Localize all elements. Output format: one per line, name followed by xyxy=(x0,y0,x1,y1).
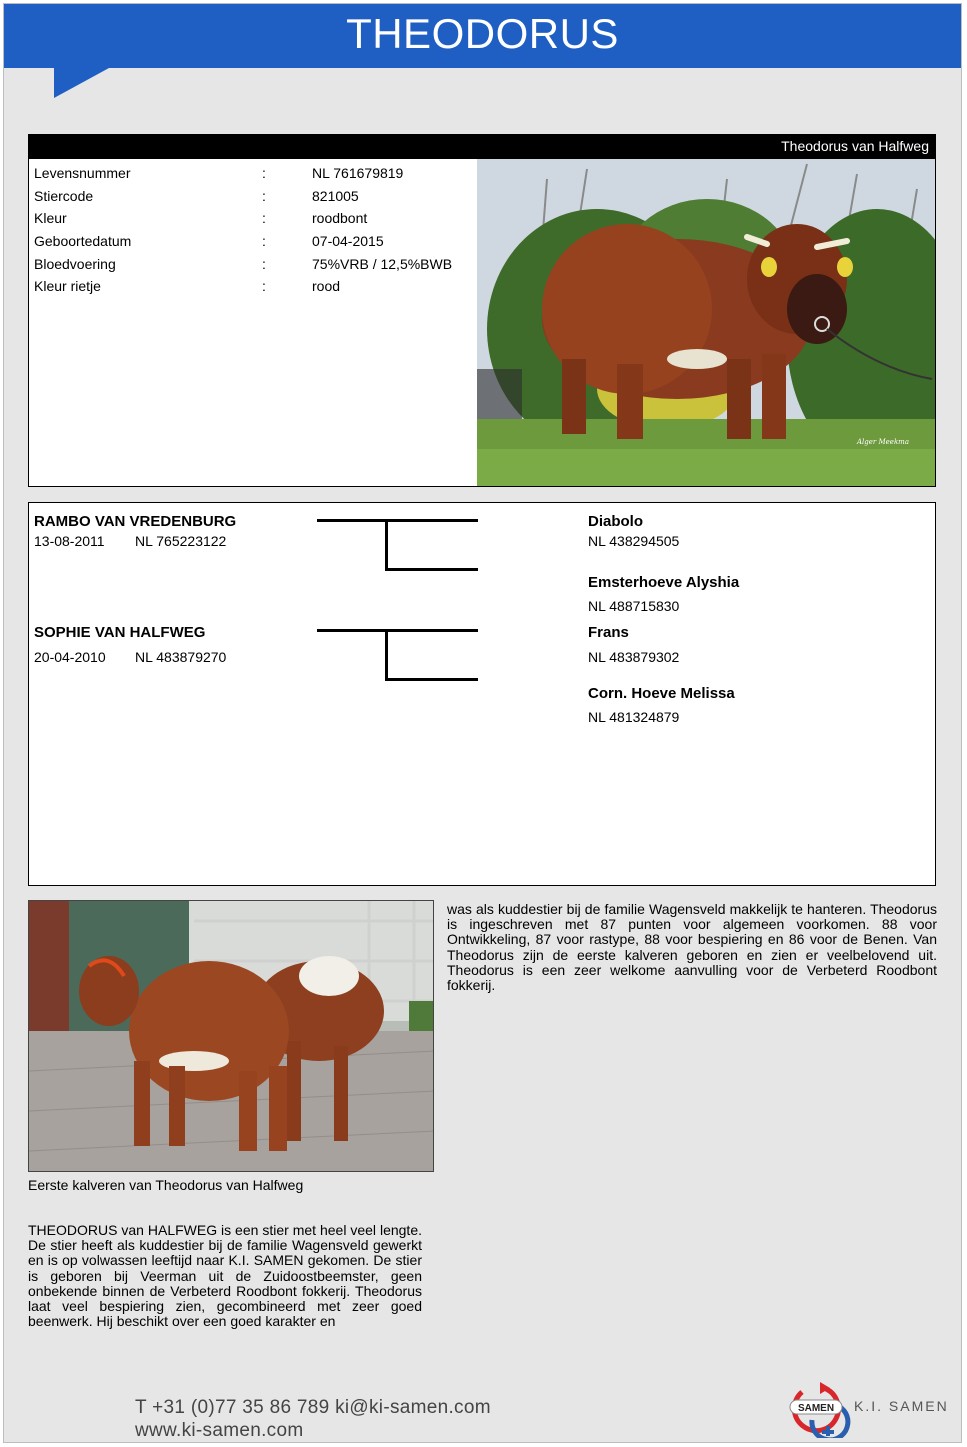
info-value: roodbont xyxy=(312,210,368,227)
dam-dam-name: Corn. Hoeve Melissa xyxy=(588,685,735,702)
dam-number: NL 483879270 xyxy=(135,649,227,665)
info-value: rood xyxy=(312,278,341,295)
sire-sire-name: Diabolo xyxy=(588,513,643,530)
info-label: Kleur xyxy=(34,210,67,227)
page xyxy=(3,3,962,1443)
calves-photo xyxy=(28,900,434,1172)
info-separator: : xyxy=(262,187,266,204)
sire-birthdate: 13-08-2011 xyxy=(34,533,105,549)
info-row xyxy=(34,233,474,256)
pedigree-panel xyxy=(28,502,936,886)
photo-credit: Alger Meekma xyxy=(857,438,909,446)
dam-birthdate: 20-04-2010 xyxy=(34,649,106,665)
bull-photo xyxy=(477,159,935,486)
info-label: Bloedvoering xyxy=(34,255,116,272)
info-separator: : xyxy=(262,233,266,250)
info-value: NL 761679819 xyxy=(312,165,404,181)
info-separator: : xyxy=(262,255,266,272)
pedigree-line xyxy=(385,519,388,571)
description-text-left: THEODORUS van HALFWEG is een stier met heel veel lengte. De stier heeft als kuddestier bij de familie Wagensveld gewerkt en is op volwassen leeftijd naar K.I. SAMEN gekomen. De stier is geboren bij Veerman uit de Zuidoostbeemster, geen onbekende binnen de Verbeterd Roodbont fokkerij. Theodorus laat veel bespiering zien, gecombineerd met zeer goed beenwerk. Hij beschikt over een goed karakter en xyxy=(28,1222,422,1330)
ki-samen-logo-icon xyxy=(782,1374,862,1438)
contact-phone-email: T +31 (0)77 35 86 789 ki@ki-samen.com xyxy=(135,1397,491,1418)
info-label: Geboortedatum xyxy=(34,233,132,250)
info-row xyxy=(34,165,474,188)
pedigree-line xyxy=(385,568,478,571)
info-row xyxy=(34,256,474,279)
description-text-right: was als kuddestier bij de familie Wagensveld makkelijk te hanteren. Theodorus is ingeschreven met 87 punten voor algemeen voorkomen. 88 voor Ontwikkeling, 87 voor rastype, 88 voor bespiering en 86 voor de Benen. Van Theodorus zijn de eerste kalveren geboren en zien er veelbelovend uit. Theodorus is een zeer welkome aanvulling voor de Verbeterd Roodbont fokkerij. xyxy=(447,901,937,994)
photo-caption: Theodorus van Halfweg xyxy=(781,138,929,154)
sire-dam-number: NL 488715830 xyxy=(588,598,680,614)
bull-info-panel xyxy=(28,134,936,487)
calves-photo-illustration xyxy=(29,901,434,1172)
info-label: Kleur rietje xyxy=(34,278,101,295)
info-separator: : xyxy=(262,165,266,181)
info-row xyxy=(34,210,474,233)
calves-caption: Eerste kalveren van Theodorus van Halfweg xyxy=(28,1177,304,1193)
title-banner xyxy=(4,4,961,68)
info-value: 75%VRB / 12,5%BWB xyxy=(312,255,453,272)
sire-name: RAMBO VAN VREDENBURG xyxy=(34,513,237,530)
dam-name: SOPHIE VAN HALFWEG xyxy=(34,624,206,641)
info-separator: : xyxy=(262,210,266,227)
bull-photo-illustration xyxy=(477,159,935,486)
dam-dam-number: NL 481324879 xyxy=(588,709,680,725)
banner-tab-decoration xyxy=(54,68,109,98)
dam-sire-number: NL 483879302 xyxy=(588,649,680,665)
sire-sire-number: NL 438294505 xyxy=(588,533,680,549)
pedigree-line xyxy=(317,519,478,522)
info-row xyxy=(34,188,474,211)
info-table xyxy=(34,165,474,301)
info-value: 07-04-2015 xyxy=(312,233,384,250)
dam-sire-name: Frans xyxy=(588,624,629,641)
sire-number: NL 765223122 xyxy=(135,533,227,549)
photo-caption-bar xyxy=(29,135,935,159)
pedigree-line xyxy=(317,629,478,632)
pedigree-line xyxy=(385,629,388,681)
info-value: 821005 xyxy=(312,187,359,204)
contact-website[interactable]: www.ki-samen.com xyxy=(135,1420,304,1441)
info-label: Stiercode xyxy=(34,187,94,204)
info-separator: : xyxy=(262,278,266,295)
info-row xyxy=(34,278,474,301)
info-label: Levensnummer xyxy=(34,165,131,181)
logo-text: K.I. SAMEN xyxy=(854,1398,949,1414)
logo-badge-text: SAMEN xyxy=(797,1403,835,1414)
sire-dam-name: Emsterhoeve Alyshia xyxy=(588,574,740,591)
pedigree-line xyxy=(385,678,478,681)
page-title: THEODORUS xyxy=(346,10,619,57)
